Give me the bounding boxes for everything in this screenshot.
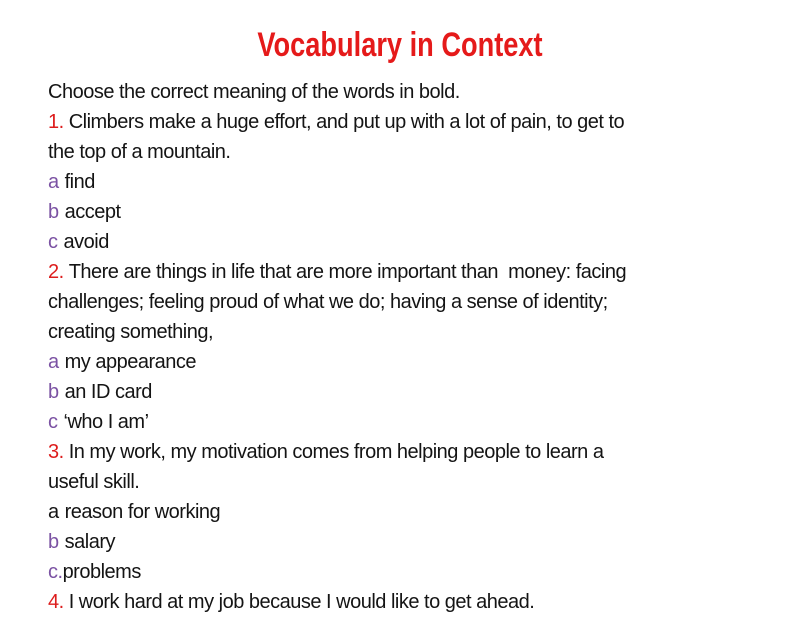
option-text: an ID card	[64, 381, 152, 403]
option-letter: a	[48, 501, 59, 523]
option-text: problems	[62, 561, 141, 583]
question-3-number: 3.	[48, 441, 64, 463]
option-letter: a	[48, 171, 59, 193]
question-2-option-b	[48, 377, 778, 407]
question-2-line-1	[48, 257, 778, 287]
question-3-text: In my work, my motivation comes from helping people to learn a	[68, 441, 604, 463]
option-letter: b	[48, 531, 59, 553]
option-letter: b	[48, 381, 59, 403]
intro-line: Choose the correct meaning of the words in bold.	[48, 81, 460, 103]
option-text: ‘who I am’	[63, 411, 149, 433]
question-2-number: 2.	[48, 261, 64, 283]
question-3-option-b	[48, 527, 778, 557]
question-1-text: Climbers make a huge effort, and put up with a lot of pain, to get to	[68, 111, 625, 133]
slide-title: Vocabulary in Context	[257, 26, 543, 64]
question-1-line-2: the top of a mountain.	[48, 141, 231, 163]
slide-body	[48, 77, 778, 617]
question-1-option-b	[48, 197, 778, 227]
option-letter: c	[48, 231, 58, 253]
question-1-line-1	[48, 107, 778, 137]
question-1-option-a	[48, 167, 778, 197]
option-letter: c.	[48, 561, 63, 583]
option-text: accept	[64, 201, 121, 223]
question-2-option-c	[48, 407, 778, 437]
option-text: reason for working	[64, 501, 221, 523]
question-2-text: There are things in life that are more important than money: facing	[68, 261, 627, 283]
question-3-option-a	[48, 497, 778, 527]
option-text: avoid	[63, 231, 109, 253]
question-3-line-1	[48, 437, 778, 467]
option-letter: b	[48, 201, 59, 223]
question-2-line-3: creating something,	[48, 321, 214, 343]
option-text: salary	[64, 531, 115, 553]
question-1-number: 1.	[48, 111, 64, 133]
question-1-option-c	[48, 227, 778, 257]
option-text: my appearance	[64, 351, 196, 373]
option-text: find	[64, 171, 95, 193]
question-2-line-2: challenges; feeling proud of what we do; having a sense of identity;	[48, 291, 608, 313]
option-letter: a	[48, 351, 59, 373]
question-4-text: I work hard at my job because I would like to get ahead.	[68, 591, 535, 613]
question-3-line-2: useful skill.	[48, 471, 140, 493]
question-3-option-c	[48, 557, 778, 587]
question-4-number: 4.	[48, 591, 64, 613]
question-4-partial-line	[48, 587, 778, 617]
question-2-option-a	[48, 347, 778, 377]
option-letter: c	[48, 411, 58, 433]
